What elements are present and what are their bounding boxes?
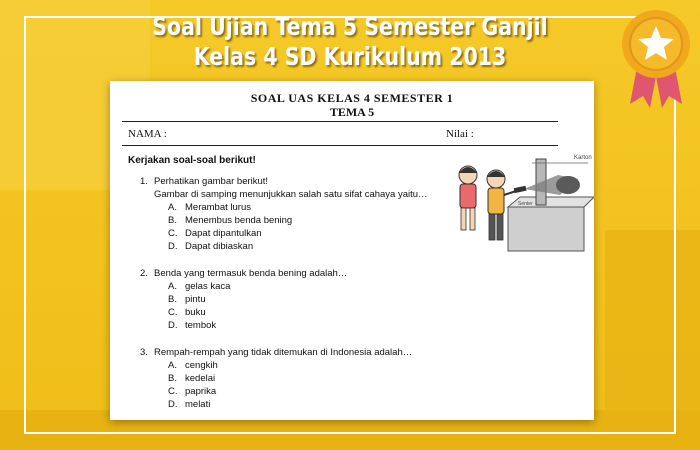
option-letter: A. bbox=[168, 202, 177, 213]
option-text: kedelai bbox=[185, 373, 216, 384]
option-text: buku bbox=[185, 307, 206, 318]
option-item bbox=[168, 240, 440, 253]
nama-label: NAMA : bbox=[128, 128, 167, 140]
question-2 bbox=[140, 267, 440, 332]
option-letter: B. bbox=[168, 215, 177, 226]
option-letter: B. bbox=[168, 294, 177, 305]
option-letter: A. bbox=[168, 281, 177, 292]
option-text: tembok bbox=[185, 320, 217, 331]
option-item bbox=[168, 201, 440, 214]
question-text: Rempah-rempah yang tidak ditemukan di Indonesia adalah… bbox=[154, 347, 413, 358]
option-text: Menembus benda bening bbox=[185, 215, 293, 226]
option-item bbox=[168, 306, 440, 319]
option-list bbox=[140, 280, 440, 332]
option-item bbox=[168, 293, 440, 306]
option-letter: A. bbox=[168, 360, 177, 371]
light-experiment-illustration bbox=[448, 149, 594, 267]
option-text: gelas kaca bbox=[185, 281, 231, 292]
option-letter: D. bbox=[168, 320, 178, 331]
option-letter: C. bbox=[168, 228, 178, 239]
question-3 bbox=[140, 346, 460, 411]
question-text: Perhatikan gambar berikut! bbox=[154, 176, 269, 187]
option-text: Merambat lurus bbox=[185, 202, 251, 213]
question-1 bbox=[140, 175, 440, 253]
exam-heading bbox=[110, 91, 594, 119]
option-item bbox=[168, 372, 460, 385]
question-number: 3. bbox=[140, 347, 148, 358]
option-letter: C. bbox=[168, 386, 178, 397]
option-letter: D. bbox=[168, 241, 178, 252]
option-text: pintu bbox=[185, 294, 206, 305]
question-number: 1. bbox=[140, 176, 148, 187]
question-text: Benda yang termasuk benda bening adalah… bbox=[154, 268, 348, 279]
exam-heading-line2: TEMA 5 bbox=[329, 105, 375, 119]
question-number: 2. bbox=[140, 268, 148, 279]
exam-heading-line1: SOAL UAS KELAS 4 SEMESTER 1 bbox=[250, 91, 454, 105]
instruction: Kerjakan soal-soal berikut! bbox=[128, 155, 256, 166]
banner-title bbox=[129, 12, 572, 72]
option-text: melati bbox=[185, 399, 211, 410]
option-item bbox=[168, 280, 440, 293]
option-text: Dapat dipantulkan bbox=[185, 228, 262, 239]
option-item bbox=[168, 227, 440, 240]
option-letter: C. bbox=[168, 307, 178, 318]
option-text: paprika bbox=[185, 386, 217, 397]
option-letter: B. bbox=[168, 373, 177, 384]
option-text: Dapat dibiaskan bbox=[185, 241, 254, 252]
option-list bbox=[140, 201, 440, 253]
illustration-label-senter: Senter bbox=[518, 201, 533, 207]
illustration-label-karton: Karton bbox=[574, 155, 592, 161]
option-item bbox=[168, 359, 460, 372]
banner-title-line1: Soal Ujian Tema 5 Semester Ganjil bbox=[152, 12, 548, 41]
exam-paper bbox=[110, 81, 594, 420]
divider bbox=[122, 145, 558, 146]
option-item bbox=[168, 319, 440, 332]
option-text: cengkih bbox=[185, 360, 218, 371]
option-list bbox=[140, 359, 460, 411]
option-item bbox=[168, 398, 460, 411]
question-subtext: Gambar di samping menunjukkan salah satu sifat cahaya yaitu… bbox=[154, 189, 428, 200]
option-item bbox=[168, 214, 440, 227]
banner-title-line2: Kelas 4 SD Kurikulum 2013 bbox=[193, 42, 507, 71]
divider bbox=[122, 121, 558, 122]
nilai-label: Nilai : bbox=[446, 128, 474, 140]
option-item bbox=[168, 385, 460, 398]
star-badge-icon bbox=[616, 4, 696, 114]
option-letter: D. bbox=[168, 399, 178, 410]
